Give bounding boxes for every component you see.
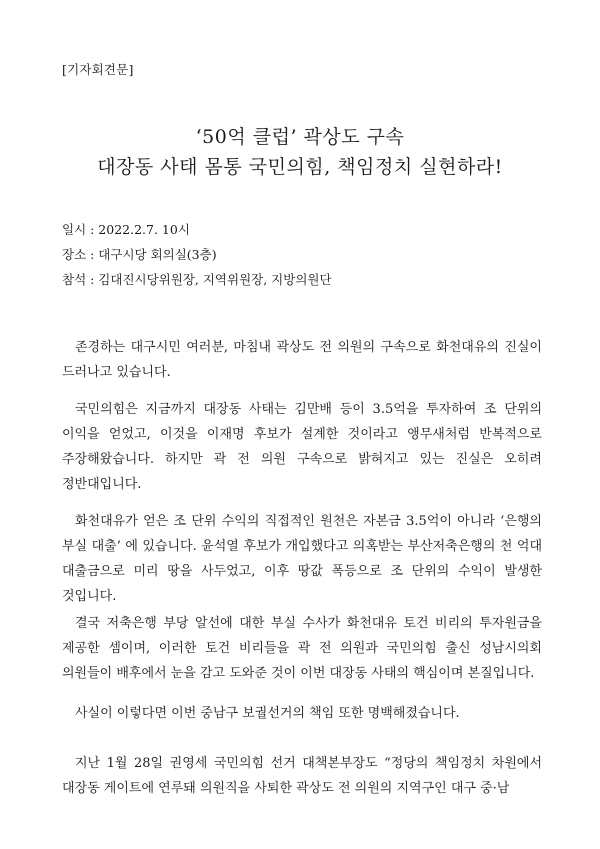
title-line-2: 대장동 사태 몸통 국민의힘, 책임정치 실현하라! [97,156,503,178]
paragraph: 사실이 이렇다면 이번 중남구 보궐선거의 책임 또한 명백해졌습니다. [75,706,460,721]
paragraph: 화천대유가 얻은 조 단위 수익의 직접적인 원천은 자본금 3.5억이 아니라 ‘은행의 부실 대출’ 에 있습니다. 윤석열 후보가 개입했다고 의혹받는 부산저축은행의 천 억대 대출금으로 미리 땅을 사두었고, 이후 땅값 폭등으로 조 단위의 수익이 발생한 것입니다. [62,514,542,604]
paragraph: 결국 저축은행 부당 알선에 대한 부실 수사가 화천대유 토건 비리의 투자원금을 제공한 셈이며, 이러한 토건 비리들을 곽 전 의원과 국민의힘 출신 성남시의회 의원들이 배후에서 눈을 감고 도와준 것이 이번 대장동 사태의 핵심이며 본질입니다. [62,616,542,681]
paragraph: 지난 1월 28일 권영세 국민의힘 선거 대책본부장도 “정당의 책임정치 차원에서 대장동 게이트에 연루돼 의원직을 사퇴한 곽상도 전 의원의 지역구인 대구 중·남 [62,756,542,796]
paragraph: 존경하는 대구시민 여러분, 마침내 곽상도 전 의원의 구속으로 화천대유의 진실이 드러나고 있습니다. [62,340,542,380]
meta-place: 장소 : 대구시당 회의실(3층) [62,247,217,262]
meta-attendees: 참석 : 김대진시당위원장, 지역위원장, 지방의원단 [62,272,332,287]
document-type-tag: [기자회견문] [62,62,134,77]
meta-date: 일시 : 2022.2.7. 10시 [62,222,190,237]
title-line-1: ‘50억 클럽’ 곽상도 구속 [195,126,405,148]
paragraph: 국민의힘은 지금까지 대장동 사태는 김만배 등이 3.5억을 투자하여 조 단위의 이익을 얻었고, 이것을 이재명 후보가 설계한 것이라고 앵무새처럼 반복적으로 주장해왔습니다. 하지만 곽 전 의원 구속으로 밝혀지고 있는 진실은 오히려 정반대입니다. [62,402,542,492]
